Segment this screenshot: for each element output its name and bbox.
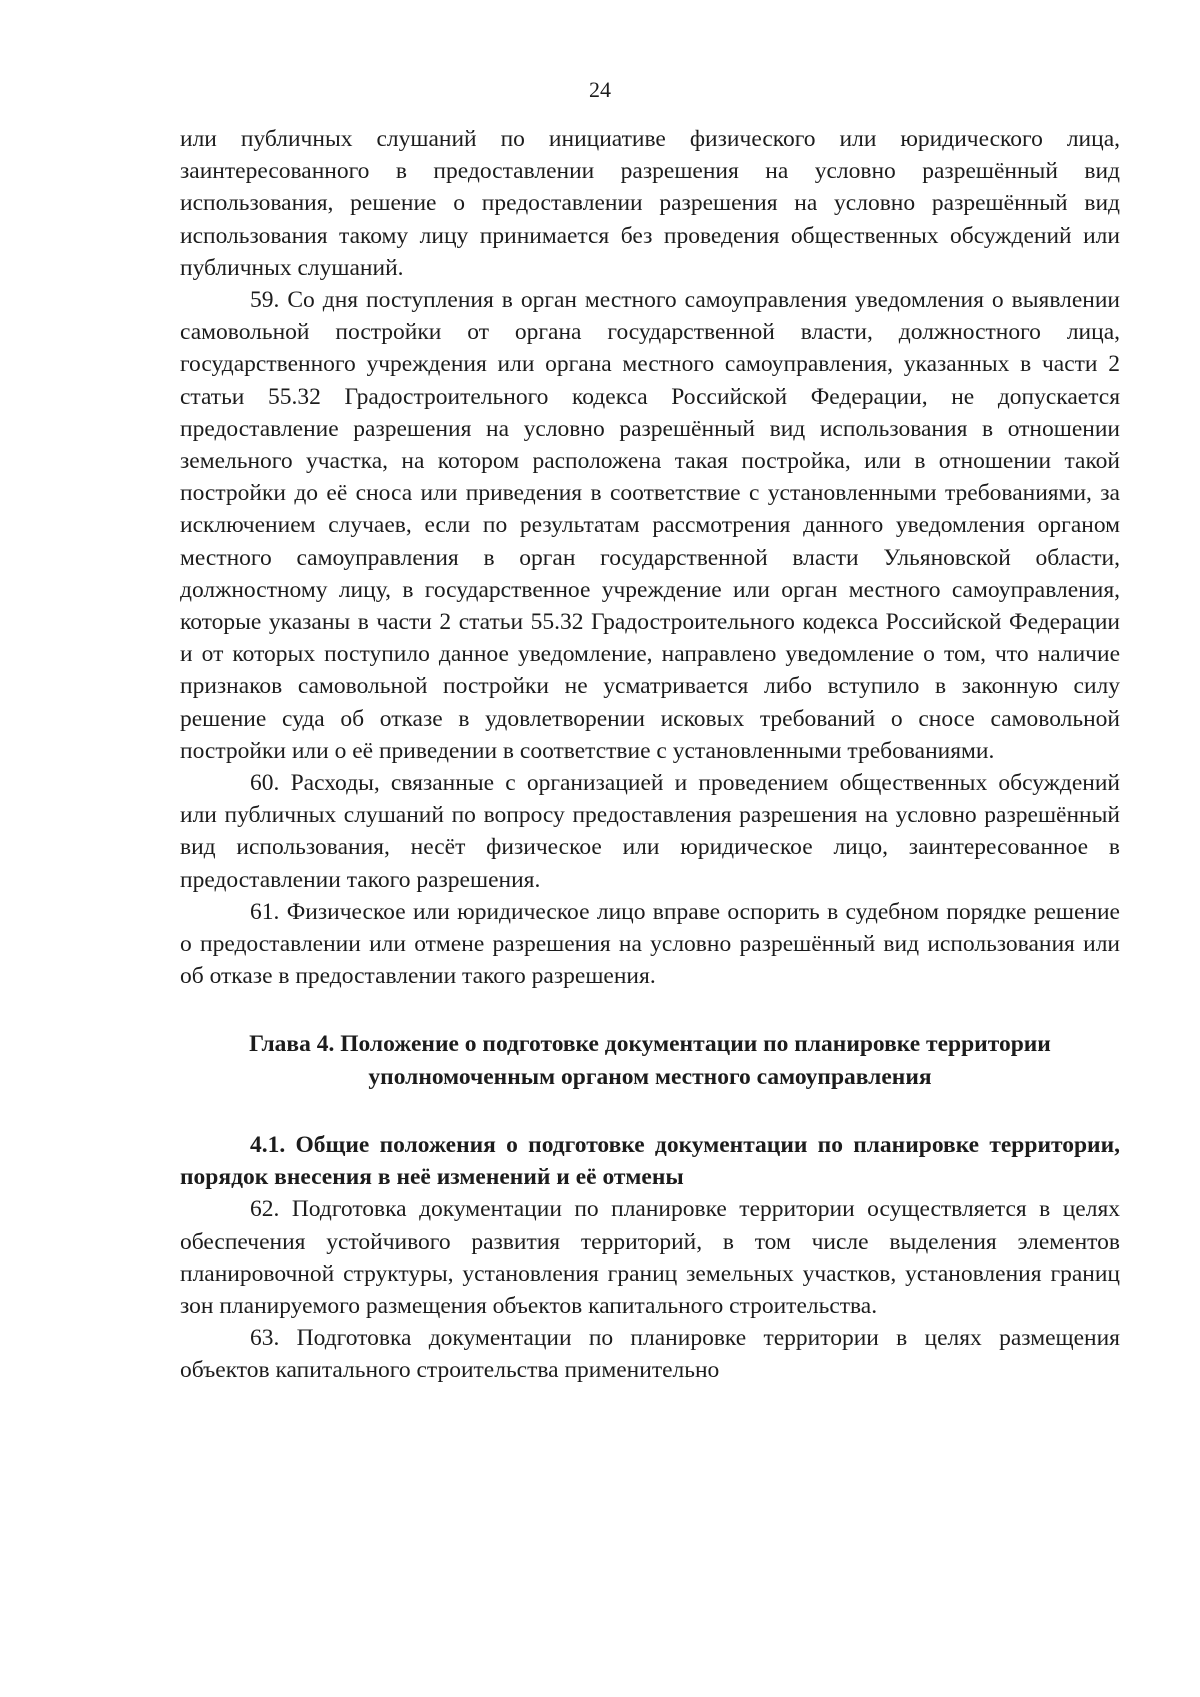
paragraph-63: 63. Подготовка документации по планировке территории в целях размещения объектов капитального строительства применительно — [180, 1325, 1120, 1384]
paragraph-61: 61. Физическое или юридическое лицо вправе оспорить в судебном порядке решение о предоставлении или отмене разрешения на условно разрешённый вид использования или об отказе в предоставлении такого разрешения. — [180, 898, 1120, 990]
section-heading: 4.1. Общие положения о подготовке документации по планировке территории, порядок внесения в неё изменений и её отмены — [180, 1131, 1120, 1191]
page-number: 24 — [589, 77, 611, 102]
paragraph-59: 59. Со дня поступления в орган местного самоуправления уведомления о выявлении самовольной постройки от органа государственной власти, должностного лица, государственного учреждения или органа местного самоуправления, указанных в части 2 статьи 55.32 Градостроительного кодекса Российской Федерации, не допускается предоставление разрешения на условно разрешённый вид использования в отношении земельного участка, на котором расположена такая постройка, или в отношении такой постройки до её сноса или приведения в соответствие с установленными требованиями, за исключением случаев, если по результатам рассмотрения данного уведомления органом местного самоуправления в орган государственной власти Ульяновской области, должностному лицу, в государственное учреждение или орган местного самоуправления, которые указаны в части 2 статьи 55.32 Градостроительного кодекса Российской Федерации и от которых поступило данное уведомление, направлено уведомление о том, что наличие признаков самовольной постройки не усматривается либо вступило в законную силу решение суда об отказе в удовлетворении исковых требований о сносе самовольной постройки или о её приведении в соответствие с установленными требованиями. — [180, 287, 1120, 764]
paragraph-continuation: или публичных слушаний по инициативе физического или юридического лица, заинтересованного в предоставлении разрешения на условно разрешённый вид использования, решение о предоставлении разрешения на условно разрешённый вид использования такому лицу принимается без проведения общественных обсуждений или публичных слушаний. — [180, 126, 1120, 281]
document-body — [180, 123, 1120, 1387]
paragraph-62: 62. Подготовка документации по планировке территории осуществляется в целях обеспечения устойчивого развития территорий, в том числе выделения элементов планировочной структуры, установления границ земельных участков, установления границ зон планируемого размещения объектов капитального строительства. — [180, 1196, 1120, 1319]
paragraph-60: 60. Расходы, связанные с организацией и проведением общественных обсуждений или публичных слушаний по вопросу предоставления разрешения на условно разрешённый вид использования, несёт физическое или юридическое лицо, заинтересованное в предоставлении такого разрешения. — [180, 770, 1120, 893]
chapter-heading: Глава 4. Положение о подготовке документации по планировке территории уполномоченным органом местного самоуправления — [249, 1031, 1051, 1090]
